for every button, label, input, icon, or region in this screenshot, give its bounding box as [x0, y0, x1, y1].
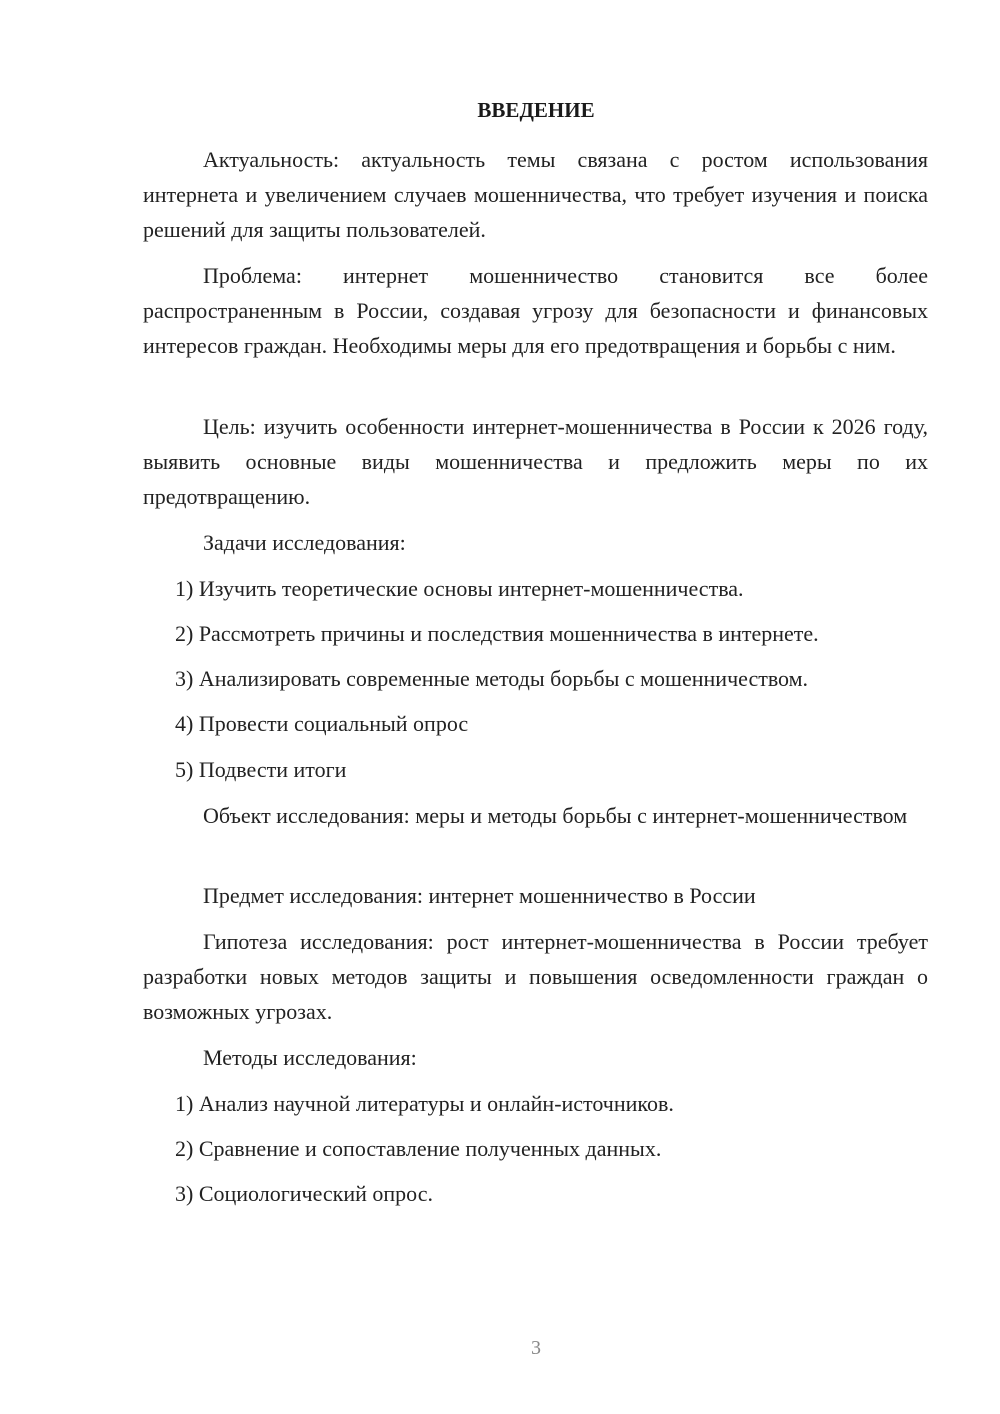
task-item: 3) Анализировать современные методы борьбы с мошенничеством. — [175, 666, 809, 691]
problem-paragraph — [143, 258, 928, 363]
object-paragraph — [143, 798, 928, 833]
tasks-heading-paragraph — [143, 525, 928, 560]
task-item: 2) Рассмотреть причины и последствия мошенничества в интернете. — [175, 621, 819, 646]
relevance-paragraph — [143, 142, 928, 247]
relevance-text: Актуальность: актуальность темы связана с ростом использования интернета и увеличением случаев мошенничества, что требует изучения и поиска решений для защиты пользователей. — [143, 147, 928, 242]
goal-paragraph — [143, 409, 928, 514]
method-item: 3) Социологический опрос. — [175, 1181, 433, 1206]
task-item: 5) Подвести итоги — [175, 757, 347, 782]
method-item: 2) Сравнение и сопоставление полученных данных. — [175, 1136, 662, 1161]
hypothesis-paragraph — [143, 924, 928, 1029]
methods-heading: Методы исследования: — [203, 1045, 417, 1070]
page-number: 3 — [531, 1337, 541, 1359]
methods-heading-paragraph — [143, 1040, 928, 1075]
problem-text: Проблема: интернет мошенничество становится все более распространенным в России, создавая угрозу для безопасности и финансовых интересов граждан. Необходимы меры для его предотвращения и борьбы с ним. — [143, 263, 928, 358]
method-item: 1) Анализ научной литературы и онлайн-источников. — [175, 1091, 674, 1116]
subject-paragraph — [143, 878, 928, 913]
tasks-heading: Задачи исследования: — [203, 530, 406, 555]
task-item: 1) Изучить теоретические основы интернет-мошенничества. — [175, 576, 744, 601]
object-text: Объект исследования: меры и методы борьбы с интернет-мошенничеством — [203, 803, 908, 828]
hypothesis-text: Гипотеза исследования: рост интернет-мошенничества в России требует разработки новых методов защиты и повышения осведомленности граждан о возможных угрозах. — [143, 929, 928, 1024]
goal-text: Цель: изучить особенности интернет-мошенничества в России к 2026 году, выявить основные виды мошенничества и предложить меры по их предотвращению. — [143, 414, 928, 509]
page-title: ВВЕДЕНИЕ — [477, 98, 595, 122]
subject-text: Предмет исследования: интернет мошенничество в России — [203, 883, 756, 908]
task-item: 4) Провести социальный опрос — [175, 711, 469, 736]
